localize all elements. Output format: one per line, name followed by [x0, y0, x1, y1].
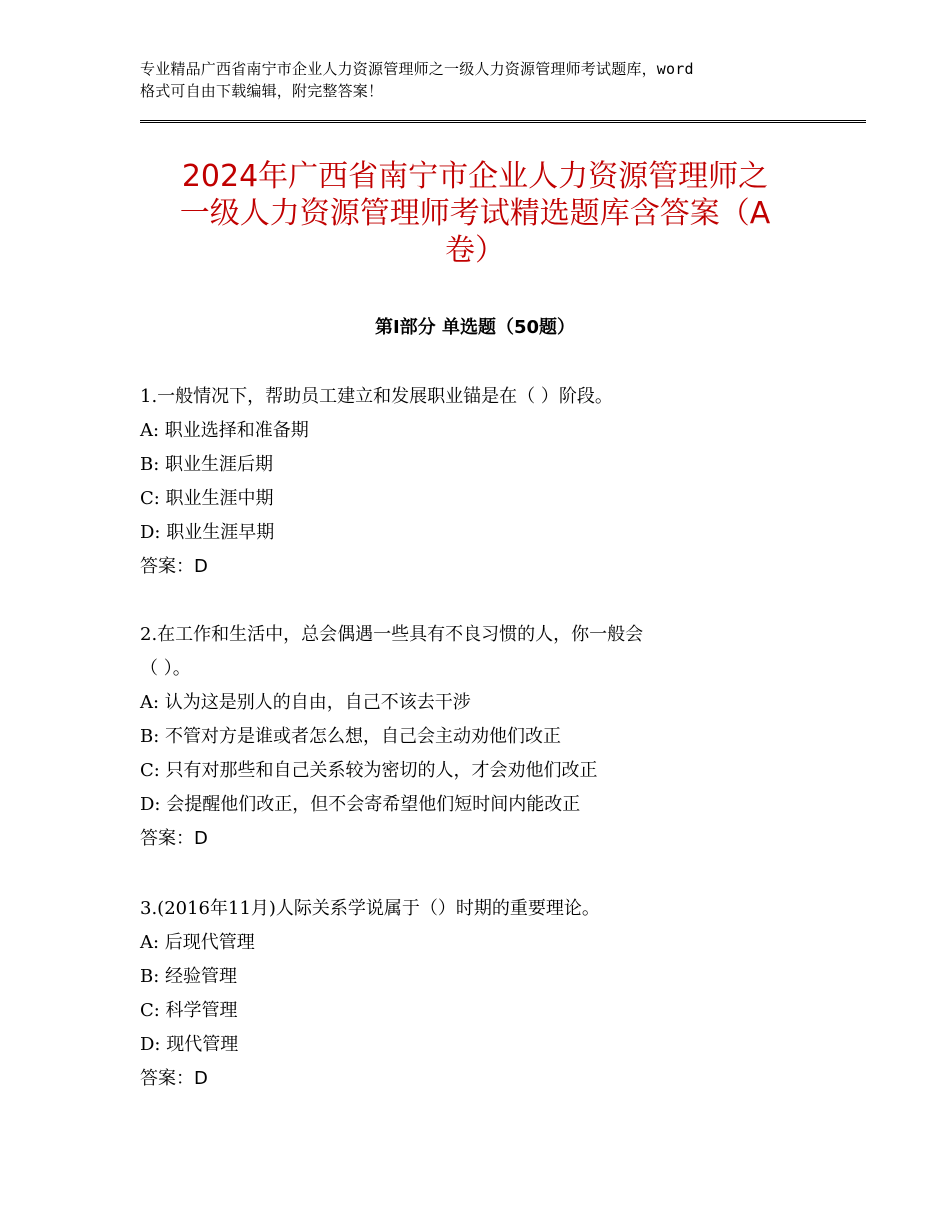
- option-c: C: 只有对那些和自己关系较为密切的人，才会劝他们改正: [140, 760, 598, 781]
- option-a: A: 后现代管理: [140, 932, 255, 953]
- option-c: C: 职业生涯中期: [140, 488, 274, 509]
- header-note-line-1: 专业精品广西省南宁市企业人力资源管理师之一级人力资源管理师考试题库，word: [140, 60, 694, 78]
- option-b: B: 不管对方是谁或者怎么想，自己会主动劝他们改正: [140, 726, 562, 747]
- document-title-line-3: 卷）: [445, 233, 505, 268]
- option-b: B: 经验管理: [140, 966, 238, 987]
- option-d: D: 现代管理: [140, 1034, 239, 1055]
- question-stem-continued: （ ）。: [140, 658, 191, 679]
- question-1: [140, 380, 840, 584]
- answer: 答案：D: [140, 556, 208, 577]
- option-a: A: 职业选择和准备期: [140, 420, 309, 441]
- section-title: 第Ⅰ部分 单选题（50题）: [374, 317, 575, 338]
- option-d: D: 会提醒他们改正，但不会寄希望他们短时间内能改正: [140, 794, 581, 815]
- answer: 答案：D: [140, 1068, 208, 1089]
- header-divider: [140, 120, 866, 123]
- option-d: D: 职业生涯早期: [140, 522, 275, 543]
- option-b: B: 职业生涯后期: [140, 454, 274, 475]
- question-stem: 2.在工作和生活中，总会偶遇一些具有不良习惯的人，你一般会: [140, 624, 644, 645]
- question-stem: 1.一般情况下，帮助员工建立和发展职业锚是在（ ）阶段。: [140, 386, 613, 407]
- option-a: A: 认为这是别人的自由，自己不该去干涉: [140, 692, 471, 713]
- document-title-line-2: 一级人力资源管理师考试精选题库含答案（A: [179, 196, 771, 231]
- question-2: [140, 618, 840, 856]
- document-title: [130, 158, 820, 269]
- header-note-line-2: 格式可自由下载编辑，附完整答案！: [140, 82, 384, 100]
- header-note: [140, 58, 820, 102]
- document-title-line-1: 2024年广西省南宁市企业人力资源管理师之: [181, 159, 769, 194]
- option-c: C: 科学管理: [140, 1000, 238, 1021]
- answer: 答案：D: [140, 828, 208, 849]
- question-stem: 3.(2016年11月)人际关系学说属于（）时期的重要理论。: [140, 898, 600, 919]
- question-3: [140, 892, 840, 1096]
